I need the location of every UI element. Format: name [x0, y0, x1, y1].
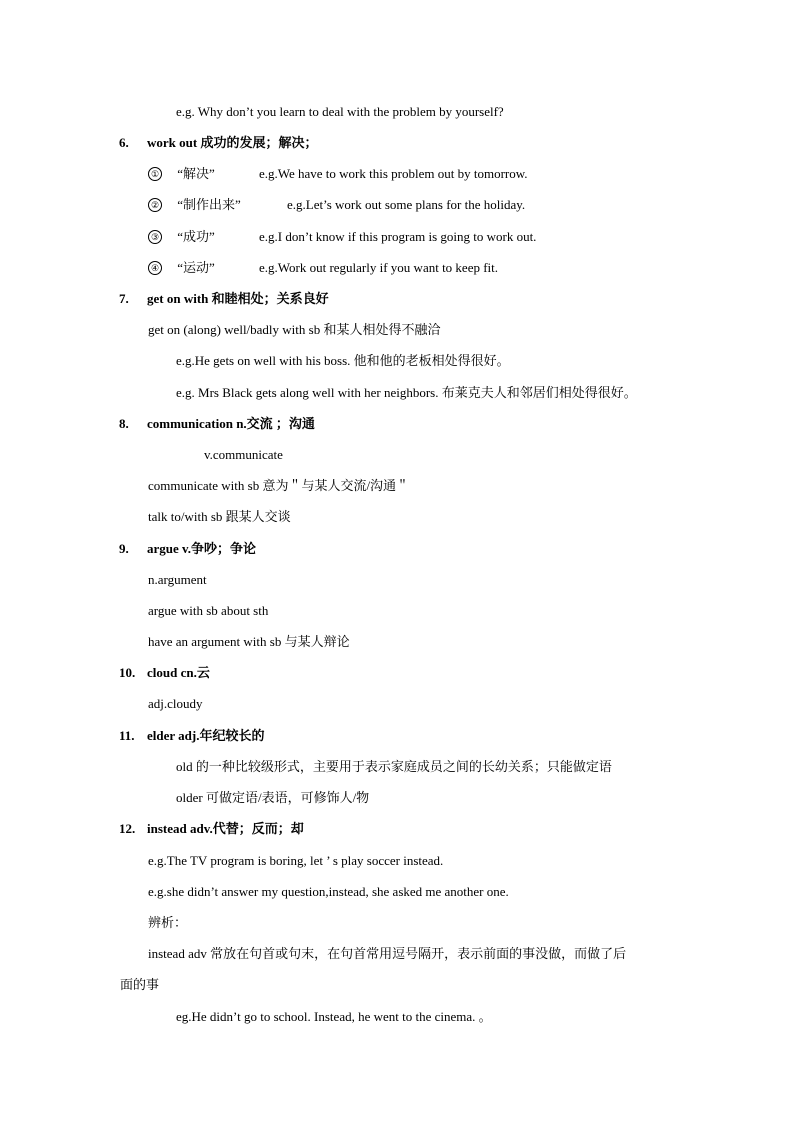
entry-heading: argue v.争吵；争论 — [147, 541, 257, 556]
derived-form: n.argument — [148, 572, 207, 587]
circled-number: ③ — [148, 230, 162, 244]
sense-3-example: e.g.I don’t know if this program is going to work out. — [259, 229, 537, 244]
sense-1 — [148, 166, 215, 182]
entry-number: 6. — [119, 135, 129, 150]
sense-4-example: e.g.Work out regularly if you want to keep fit. — [259, 260, 499, 275]
phrase-line: get on (along) well/badly with sb 和某人相处得不融洽 — [148, 322, 441, 337]
sense-label: “制作出来” — [177, 197, 241, 212]
analysis-text: instead adv 常放在句首或句末，在句首常用逗号隔开，表示前面的事没做，而做了后 — [148, 946, 627, 961]
phrase-line: talk to/with sb 跟某人交谈 — [148, 509, 291, 524]
sense-2 — [148, 197, 241, 213]
entry-number: 9. — [119, 541, 129, 556]
note-line: older 可做定语/表语，可修饰人/物 — [176, 790, 370, 805]
circled-number: ④ — [148, 261, 162, 275]
circled-number: ② — [148, 198, 162, 212]
analysis-text-continued: 面的事 — [120, 977, 160, 992]
entry-heading: work out 成功的发展；解决； — [147, 135, 318, 150]
example-line: e.g.The TV program is boring, let ’ s play soccer instead. — [148, 853, 444, 868]
entry-heading: get on with 和睦相处；关系良好 — [147, 291, 329, 306]
sense-label: “运动” — [177, 260, 215, 275]
entry-number: 11. — [119, 728, 135, 743]
sense-3 — [148, 229, 215, 245]
entry-number: 8. — [119, 416, 129, 431]
sense-label: “解决” — [177, 166, 215, 181]
derived-form: v.communicate — [204, 447, 283, 462]
sense-2-example: e.g.Let’s work out some plans for the holiday. — [287, 197, 526, 212]
analysis-label: 辨析： — [148, 915, 188, 930]
example-line: e.g. Why don’t you learn to deal with the problem by yourself? — [176, 104, 504, 119]
entry-number: 12. — [119, 821, 136, 836]
phrase-line: argue with sb about sth — [148, 603, 269, 618]
entry-heading: elder adj.年纪较长的 — [147, 728, 265, 743]
entry-heading: cloud cn.云 — [147, 665, 210, 680]
sense-label: “成功” — [177, 229, 215, 244]
entry-heading: communication n.交流 ；沟通 — [147, 416, 315, 431]
sense-4 — [148, 260, 215, 276]
entry-number: 7. — [119, 291, 129, 306]
entry-number: 10. — [119, 665, 136, 680]
circled-number: ① — [148, 167, 162, 181]
example-line: e.g.she didn’t answer my question,instead, she asked me another one. — [148, 884, 509, 899]
example-line: e.g.He gets on well with his boss. 他和他的老板相处得很好。 — [176, 353, 510, 368]
phrase-line: have an argument with sb 与某人辩论 — [148, 634, 350, 649]
sense-1-example: e.g.We have to work this problem out by tomorrow. — [259, 166, 528, 181]
example-line: eg.He didn’t go to school. Instead, he went to the cinema. 。 — [176, 1009, 492, 1024]
entry-heading: instead adv.代替；反而；却 — [147, 821, 304, 836]
example-line: e.g. Mrs Black gets along well with her neighbors. 布莱克夫人和邻居们相处得很好。 — [176, 385, 637, 400]
note-line: old 的一种比较级形式，主要用于表示家庭成员之间的长幼关系；只能做定语 — [176, 759, 612, 774]
derived-form: adj.cloudy — [148, 696, 203, 711]
phrase-line: communicate with sb 意为＂与某人交流/沟通＂ — [148, 478, 410, 493]
